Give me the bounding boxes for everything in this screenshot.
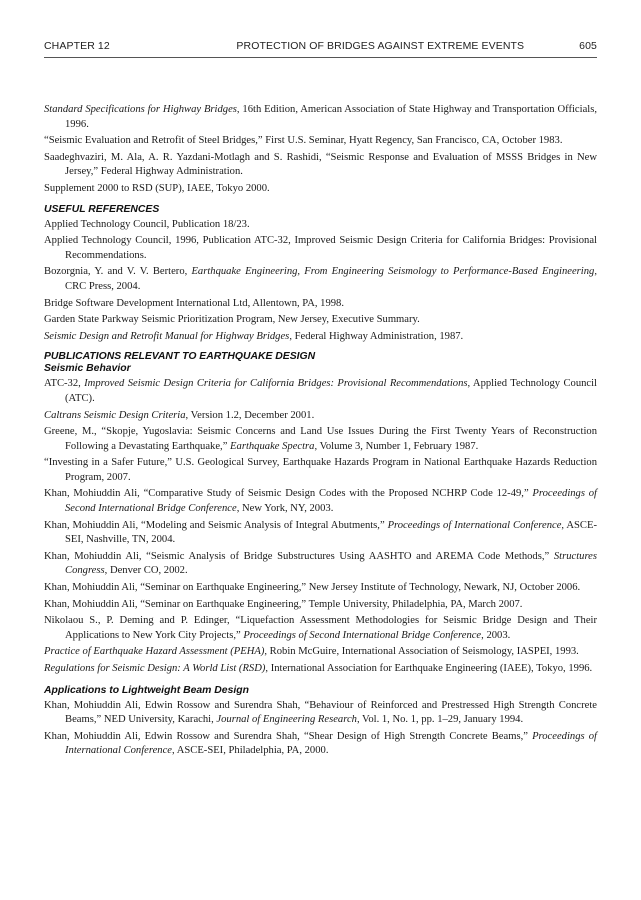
subsection-heading-seismic-behavior: Seismic Behavior [44, 363, 131, 375]
section-heading-publications: PUBLICATIONS RELEVANT TO EARTHQUAKE DESIGN [44, 351, 316, 363]
section-heading-useful-references: USEFUL REFERENCES [44, 203, 160, 215]
subsection-heading-lightweight-beam-design: Applications to Lightweight Beam Design [44, 684, 249, 696]
seismic-behavior-list [44, 377, 597, 676]
chapter-label: CHAPTER 12 [44, 40, 110, 52]
reference-entry: Greene, M., “Skopje, Yugoslavia: Seismic Concerns and Land Use Issues During the First Twenty Years of Reconstruction Following a Devastating Earthquake,” Earthquake Spectra, Volume 3, Number 1, February 1987. [44, 426, 597, 452]
reference-entry: Khan, Mohiuddin Ali, Edwin Rossow and Surendra Shah, “Shear Design of High Strength Concrete Beams,” Proceedings of International Conference, ASCE-SEI, Philadelphia, PA, 2000. [44, 730, 597, 757]
reference-entry: Saadeghvaziri, M. Ala, A. R. Yazdani-Motlagh and S. Rashidi, “Seismic Response and Evaluation of MSSS Bridges in New Jersey,” Federal Highway Administration. [44, 151, 597, 178]
page-number: 605 [579, 40, 597, 52]
reference-entry: Bozorgnia, Y. and V. V. Bertero, Earthquake Engineering, From Engineering Seismology to Performance-Based Engineering, CRC Press, 2004. [44, 266, 597, 292]
top-references [44, 103, 597, 197]
lightweight-beam-list [44, 699, 597, 759]
running-header [44, 40, 597, 58]
reference-entry: Khan, Mohiuddin Ali, “Comparative Study of Seismic Design Codes with the Proposed NCHRP Code 12-49,” Proceedings of Second International Bridge Conference, New York, NY, 2003. [44, 488, 597, 515]
reference-entry: Nikolaou S., P. Deming and P. Edinger, “Liquefaction Assessment Methodologies for Seismic Bridge Design and Their Applications to New York City Projects,” Proceedings of Second International Bridge Conference, 2003. [44, 615, 597, 641]
reference-entry: “Seismic Evaluation and Retrofit of Steel Bridges,” First U.S. Seminar, Hyatt Regency, San Francisco, CA, October 1983. [44, 135, 563, 147]
reference-entry: Regulations for Seismic Design: A World List (RSD), International Association for Earthquake Engineering (IAEE), Tokyo, 1996. [44, 663, 593, 674]
reference-entry: Khan, Mohiuddin Ali, “Seminar on Earthquake Engineering,” Temple University, Philadelphia, PA, March 2007. [44, 598, 523, 610]
references-content [44, 103, 597, 759]
reference-entry: Bridge Software Development International Ltd, Allentown, PA, 1998. [44, 297, 345, 309]
reference-entry: Khan, Mohiuddin Ali, “Seminar on Earthquake Engineering,” New Jersey Institute of Technology, Newark, NJ, October 2006. [44, 582, 581, 594]
document-page [44, 40, 597, 761]
useful-references-list [44, 218, 597, 345]
reference-entry: Khan, Mohiuddin Ali, “Seismic Analysis of Bridge Substructures Using AASHTO and AREMA Code Methods,” Structures Congress, Denver CO, 2002. [44, 550, 597, 577]
reference-entry: Practice of Earthquake Hazard Assessment (PEHA), Robin McGuire, International Association of Seismology, IASPEI, 1993. [44, 646, 579, 658]
reference-entry: Standard Specifications for Highway Bridges, 16th Edition, American Association of State Highway and Transportation Officials, 1996. [44, 104, 597, 130]
reference-entry: “Investing in a Safer Future,” U.S. Geological Survey, Earthquake Hazards Program in National Earthquake Hazards Reduction Program, 2007. [44, 457, 597, 483]
reference-entry: Khan, Mohiuddin Ali, “Modeling and Seismic Analysis of Integral Abutments,” Proceedings of International Conference, ASCE-SEI, Nashville, TN, 2004. [44, 519, 597, 546]
reference-entry: Seismic Design and Retrofit Manual for Highway Bridges, Federal Highway Administration, 1987. [44, 330, 464, 342]
chapter-title: PROTECTION OF BRIDGES AGAINST EXTREME EVENTS [236, 40, 525, 52]
reference-entry: Supplement 2000 to RSD (SUP), IAEE, Tokyo 2000. [44, 182, 270, 194]
reference-entry: Caltrans Seismic Design Criteria, Version 1.2, December 2001. [44, 409, 315, 421]
reference-entry: Khan, Mohiuddin Ali, Edwin Rossow and Surendra Shah, “Behaviour of Reinforced and Prestressed High Strength Concrete Beams,” NED University, Karachi, Journal of Engineering Research, Vol. 1, No. 1, pp. 1–29, January 1994. [44, 699, 597, 726]
reference-entry: Applied Technology Council, 1996, Publication ATC-32, Improved Seismic Design Criteria for California Bridges: Provisional Recommendations. [44, 235, 597, 261]
reference-entry: ATC-32, Improved Seismic Design Criteria for California Bridges: Provisional Recommendations, Applied Technology Council (ATC). [44, 378, 598, 404]
reference-entry: Applied Technology Council, Publication 18/23. [44, 218, 250, 230]
reference-entry: Garden State Parkway Seismic Prioritization Program, New Jersey, Executive Summary. [44, 314, 420, 326]
